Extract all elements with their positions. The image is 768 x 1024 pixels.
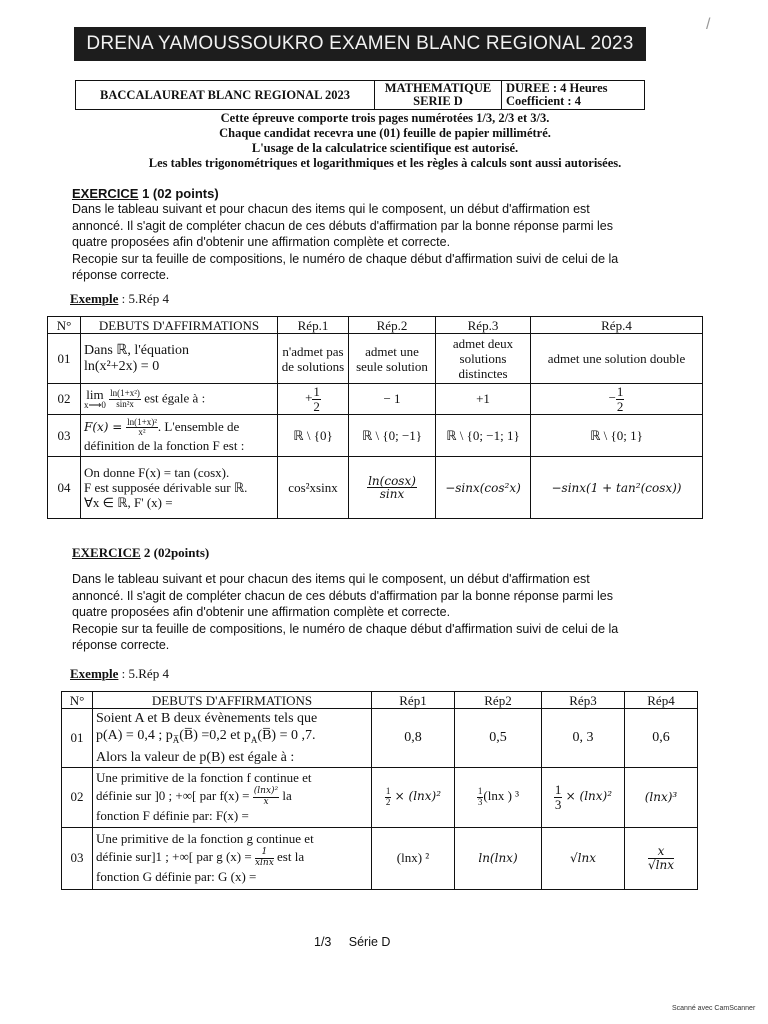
table-row: 02 lim x⟶0 $\frac{\text{ln(1+x²)}}{\text{sin²x}}$ est égale à : + $\frac{1}{2}$ − 1 +1 − $\frac{1}{2}$ bbox=[48, 384, 703, 415]
exercise-1-title: EXERCICE 1 (02 points) bbox=[72, 186, 219, 201]
exercise-2-instructions: Dans le tableau suivant et pour chacun des items qui le composent, un début d'affirmation est annoncé. Il s'agit de compléter chacun de ces débuts d'affirmation par la bonne réponse parmi les quatre proposées afin d'obtenir une affirmation complète et correcte. Recopie sur ta feuille de compositions, le numéro de chaque début d'affirmation suivi de celui de la réponse correcte. bbox=[72, 572, 619, 652]
table-row: 01 Soient A et B deux évènements tels que p(A) = 0,4 ; $p_{A̅}(B̅) =0,2$ et $p_A(B̅) = 0$ ,7. Alors la valeur de p(B) est égale à : 0,8 0,5 0, 3 0,6 bbox=[62, 709, 698, 768]
exam-banner: DRENA YAMOUSSOUKRO EXAMEN BLANC REGIONAL 2023 bbox=[74, 27, 646, 61]
exam-header-table bbox=[75, 80, 645, 110]
scanner-watermark: Scanné avec CamScanner bbox=[672, 1005, 756, 1012]
table-header: N° DEBUTS D'AFFIRMATIONS Rép.1 Rép.2 Rép.3 Rép.4 bbox=[48, 317, 703, 334]
exercise-2-example: Exemple : 5.Rép 4 bbox=[70, 666, 169, 681]
table-row: 01 Dans ℝ, l'équation ln(x²+2x) = 0 n'admet pas de solutions admet une seule solution admet deux solutions distinctes admet une solution double bbox=[48, 334, 703, 384]
table-row: 03 Une primitive de la fonction g continue et définie sur]1 ; +∞[ par g (x) = $\frac{1}{xlnx}$ est la fonction G définie par: G (x) = (lnx) ² ln(lnx) √lnx $\frac{x}{√\ln x}$ bbox=[62, 827, 698, 889]
exercise-2-table bbox=[61, 691, 698, 890]
exercise-1-table bbox=[47, 316, 703, 519]
exercise-1-example: Exemple : 5.Rép 4 bbox=[70, 291, 169, 306]
exam-name: BACCALAUREAT BLANC REGIONAL 2023 bbox=[76, 81, 375, 110]
exercise-2-title: EXERCICE 2 (02points) bbox=[72, 545, 210, 560]
serie: SERIE D bbox=[413, 94, 463, 108]
instructions: Cette épreuve comporte trois pages numérotées 1/3, 2/3 et 3/3. Chaque candidat recevra une (01) feuille de papier millimétré. L'usage de la calculatrice scientifique est autorisé. Les tables trigonométriques et logarithmiques et les règles à calculs sont aussi autorisées. bbox=[148, 111, 622, 170]
coefficient: Coefficient : 4 bbox=[506, 94, 581, 108]
table-row: 03 F(x) = $\frac{\text{ln(1+x)²}}{\text{x²}}$ . L'ensemble de définition de la fonction F est : ℝ \ {0} ℝ \ {0; −1} ℝ \ {0; −1; 1} ℝ \ {0; 1} bbox=[48, 415, 703, 457]
table-row: 04 On donne F(x) = tan (cosx). F est supposée dérivable sur ℝ. ∀x ∈ ℝ, F' (x) = cos²xsinx $\frac{\ln(\cos x)}{\sin x}$ −sinx(cos²x) −sinx(1 + tan²(cosx)) bbox=[48, 457, 703, 519]
table-row: 02 Une primitive de la fonction f continue et définie sur ]0 ; +∞[ par f(x) = $\frac{\text{(lnx)²}}{x}$ la fonction F définie par: F(x) = $\frac{1}{2}$ × (lnx)² $\frac{1}{3}$ (lnx ) ³ $\frac{1}{3}$ × (lnx)² (lnx)³ bbox=[62, 767, 698, 827]
table-header: N° DEBUTS D'AFFIRMATIONS Rép1 Rép2 Rép3 Rép4 bbox=[62, 692, 698, 709]
subject: MATHEMATIQUE bbox=[384, 81, 492, 95]
page-footer: 1/3 Série D bbox=[314, 935, 391, 949]
exercise-1-instructions: Dans le tableau suivant et pour chacun des items qui le composent, un début d'affirmation est annoncé. Il s'agit de compléter chacun de ces débuts d'affirmation par la bonne réponse parmi les quatre proposées afin d'obtenir une affirmation complète et correcte. Recopie sur ta feuille de compositions, le numéro de chaque début d'affirmation suivi de celui de la réponse correcte. bbox=[72, 202, 619, 282]
pen-mark: / bbox=[706, 16, 711, 33]
duration: DUREE : 4 Heures bbox=[506, 81, 608, 95]
